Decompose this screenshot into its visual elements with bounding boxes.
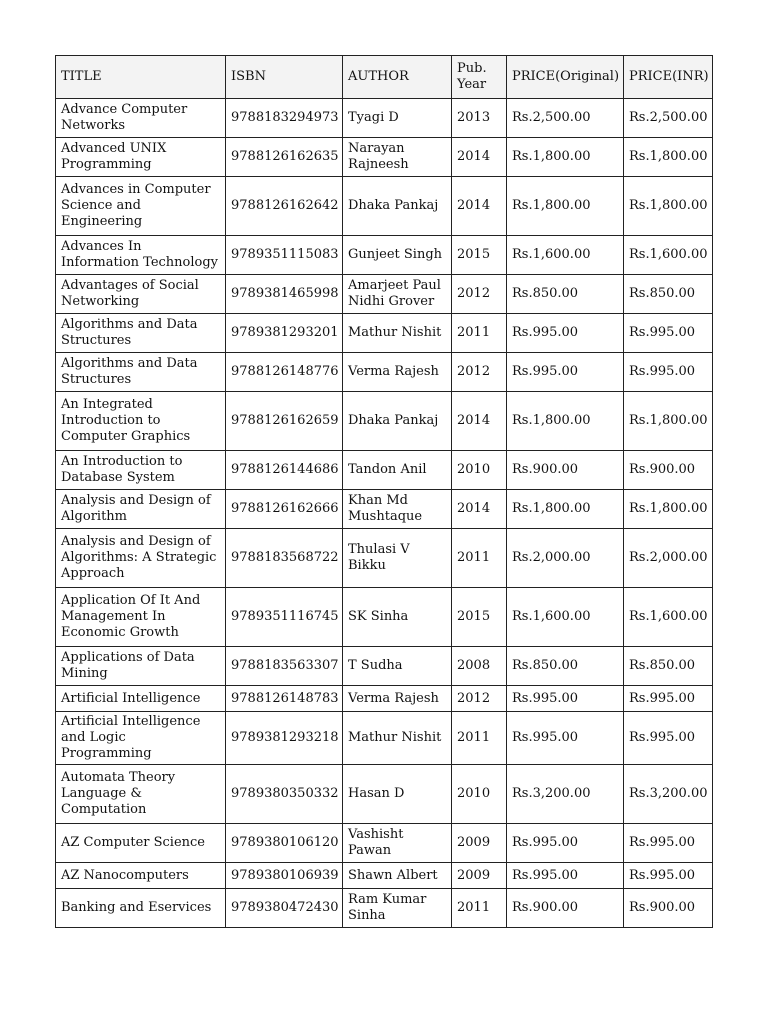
cell-isbn: 9788126144686 (226, 451, 343, 490)
cell-title: Analysis and Design of Algorithm (56, 490, 226, 529)
cell-pub-year: 2009 (452, 863, 507, 889)
table-row (56, 490, 713, 529)
cell-isbn: 9789381293201 (226, 314, 343, 353)
cell-author: Mathur Nishit (343, 712, 452, 765)
cell-isbn: 9789351115083 (226, 236, 343, 275)
cell-price-inr: Rs.995.00 (624, 863, 713, 889)
cell-title: AZ Computer Science (56, 824, 226, 863)
cell-isbn: 9788183563307 (226, 647, 343, 686)
cell-isbn: 9788183294973 (226, 99, 343, 138)
table-row (56, 392, 713, 451)
cell-isbn: 9789380472430 (226, 889, 343, 928)
cell-pub-year: 2010 (452, 451, 507, 490)
cell-price-original: Rs.995.00 (507, 686, 624, 712)
cell-price-original: Rs.995.00 (507, 824, 624, 863)
cell-pub-year: 2012 (452, 275, 507, 314)
table-row (56, 588, 713, 647)
table-row (56, 177, 713, 236)
cell-price-original: Rs.1,600.00 (507, 588, 624, 647)
cell-title: Advanced UNIX Programming (56, 138, 226, 177)
header-price-original: PRICE(Original) (507, 56, 624, 99)
cell-pub-year: 2009 (452, 824, 507, 863)
cell-isbn: 9788126162666 (226, 490, 343, 529)
cell-author: Narayan Rajneesh (343, 138, 452, 177)
cell-price-inr: Rs.850.00 (624, 647, 713, 686)
cell-price-original: Rs.995.00 (507, 353, 624, 392)
cell-title: Algorithms and Data Structures (56, 314, 226, 353)
table-row (56, 647, 713, 686)
cell-title: Algorithms and Data Structures (56, 353, 226, 392)
cell-price-inr: Rs.850.00 (624, 275, 713, 314)
cell-author: Thulasi V Bikku (343, 529, 452, 588)
table-row (56, 529, 713, 588)
cell-isbn: 9789380106120 (226, 824, 343, 863)
cell-price-inr: Rs.995.00 (624, 353, 713, 392)
cell-title: Banking and Eservices (56, 889, 226, 928)
header-row (56, 56, 713, 99)
cell-price-inr: Rs.900.00 (624, 889, 713, 928)
cell-pub-year: 2012 (452, 353, 507, 392)
cell-title: Advance Computer Networks (56, 99, 226, 138)
cell-author: Verma Rajesh (343, 353, 452, 392)
table-row (56, 314, 713, 353)
cell-author: SK Sinha (343, 588, 452, 647)
cell-isbn: 9788126148783 (226, 686, 343, 712)
table-row (56, 824, 713, 863)
table-row (56, 863, 713, 889)
cell-price-inr: Rs.995.00 (624, 314, 713, 353)
cell-pub-year: 2015 (452, 236, 507, 275)
table-row (56, 275, 713, 314)
header-title: TITLE (56, 56, 226, 99)
cell-title: Advantages of Social Networking (56, 275, 226, 314)
header-price-inr: PRICE(INR) (624, 56, 713, 99)
cell-isbn: 9788126148776 (226, 353, 343, 392)
cell-author: Vashisht Pawan (343, 824, 452, 863)
cell-price-inr: Rs.995.00 (624, 686, 713, 712)
cell-pub-year: 2013 (452, 99, 507, 138)
cell-price-original: Rs.995.00 (507, 863, 624, 889)
table-row (56, 451, 713, 490)
cell-title: Applications of Data Mining (56, 647, 226, 686)
cell-title: Artificial Intelligence and Logic Programming (56, 712, 226, 765)
cell-price-original: Rs.995.00 (507, 712, 624, 765)
books-table (55, 55, 713, 928)
cell-isbn: 9789380106939 (226, 863, 343, 889)
cell-pub-year: 2011 (452, 712, 507, 765)
cell-price-original: Rs.1,600.00 (507, 236, 624, 275)
cell-price-inr: Rs.1,800.00 (624, 177, 713, 236)
cell-author: Hasan D (343, 765, 452, 824)
cell-price-inr: Rs.2,000.00 (624, 529, 713, 588)
cell-price-original: Rs.1,800.00 (507, 138, 624, 177)
cell-title: Advances In Information Technology (56, 236, 226, 275)
cell-price-original: Rs.850.00 (507, 275, 624, 314)
cell-pub-year: 2014 (452, 490, 507, 529)
cell-price-inr: Rs.900.00 (624, 451, 713, 490)
cell-isbn: 9788126162659 (226, 392, 343, 451)
table-row (56, 99, 713, 138)
cell-author: Mathur Nishit (343, 314, 452, 353)
cell-pub-year: 2012 (452, 686, 507, 712)
cell-author: Amarjeet Paul Nidhi Grover (343, 275, 452, 314)
cell-pub-year: 2015 (452, 588, 507, 647)
cell-price-inr: Rs.3,200.00 (624, 765, 713, 824)
cell-price-inr: Rs.1,600.00 (624, 236, 713, 275)
cell-author: Dhaka Pankaj (343, 392, 452, 451)
cell-title: An Introduction to Database System (56, 451, 226, 490)
cell-author: Dhaka Pankaj (343, 177, 452, 236)
cell-isbn: 9788126162642 (226, 177, 343, 236)
cell-price-original: Rs.850.00 (507, 647, 624, 686)
cell-price-original: Rs.2,000.00 (507, 529, 624, 588)
cell-price-original: Rs.3,200.00 (507, 765, 624, 824)
cell-author: T Sudha (343, 647, 452, 686)
cell-title: An Integrated Introduction to Computer Graphics (56, 392, 226, 451)
cell-price-original: Rs.1,800.00 (507, 490, 624, 529)
cell-title: Analysis and Design of Algorithms: A Strategic Approach (56, 529, 226, 588)
cell-title: Automata Theory Language & Computation (56, 765, 226, 824)
cell-title: AZ Nanocomputers (56, 863, 226, 889)
cell-author: Verma Rajesh (343, 686, 452, 712)
cell-title: Application Of It And Management In Economic Growth (56, 588, 226, 647)
cell-pub-year: 2010 (452, 765, 507, 824)
cell-author: Tandon Anil (343, 451, 452, 490)
cell-price-original: Rs.2,500.00 (507, 99, 624, 138)
cell-pub-year: 2008 (452, 647, 507, 686)
cell-isbn: 9788183568722 (226, 529, 343, 588)
cell-isbn: 9789380350332 (226, 765, 343, 824)
cell-price-original: Rs.1,800.00 (507, 392, 624, 451)
header-author: AUTHOR (343, 56, 452, 99)
cell-pub-year: 2014 (452, 177, 507, 236)
cell-author: Khan Md Mushtaque (343, 490, 452, 529)
cell-author: Shawn Albert (343, 863, 452, 889)
cell-price-inr: Rs.1,600.00 (624, 588, 713, 647)
cell-price-original: Rs.995.00 (507, 314, 624, 353)
table-row (56, 138, 713, 177)
table-row (56, 712, 713, 765)
table-row (56, 765, 713, 824)
cell-pub-year: 2011 (452, 314, 507, 353)
cell-price-original: Rs.900.00 (507, 889, 624, 928)
cell-price-inr: Rs.995.00 (624, 824, 713, 863)
cell-title: Advances in Computer Science and Engineering (56, 177, 226, 236)
table-row (56, 686, 713, 712)
table-row (56, 236, 713, 275)
cell-price-inr: Rs.1,800.00 (624, 490, 713, 529)
cell-pub-year: 2014 (452, 392, 507, 451)
cell-title: Artificial Intelligence (56, 686, 226, 712)
cell-price-inr: Rs.1,800.00 (624, 392, 713, 451)
cell-isbn: 9789351116745 (226, 588, 343, 647)
cell-author: Ram Kumar Sinha (343, 889, 452, 928)
header-isbn: ISBN (226, 56, 343, 99)
cell-author: Gunjeet Singh (343, 236, 452, 275)
cell-price-inr: Rs.1,800.00 (624, 138, 713, 177)
table-row (56, 889, 713, 928)
cell-author: Tyagi D (343, 99, 452, 138)
table-row (56, 353, 713, 392)
cell-price-original: Rs.900.00 (507, 451, 624, 490)
cell-price-original: Rs.1,800.00 (507, 177, 624, 236)
cell-isbn: 9789381293218 (226, 712, 343, 765)
cell-price-inr: Rs.2,500.00 (624, 99, 713, 138)
cell-isbn: 9789381465998 (226, 275, 343, 314)
cell-pub-year: 2011 (452, 529, 507, 588)
cell-isbn: 9788126162635 (226, 138, 343, 177)
cell-price-inr: Rs.995.00 (624, 712, 713, 765)
cell-pub-year: 2011 (452, 889, 507, 928)
header-pub-year: Pub. Year (452, 56, 507, 99)
cell-pub-year: 2014 (452, 138, 507, 177)
